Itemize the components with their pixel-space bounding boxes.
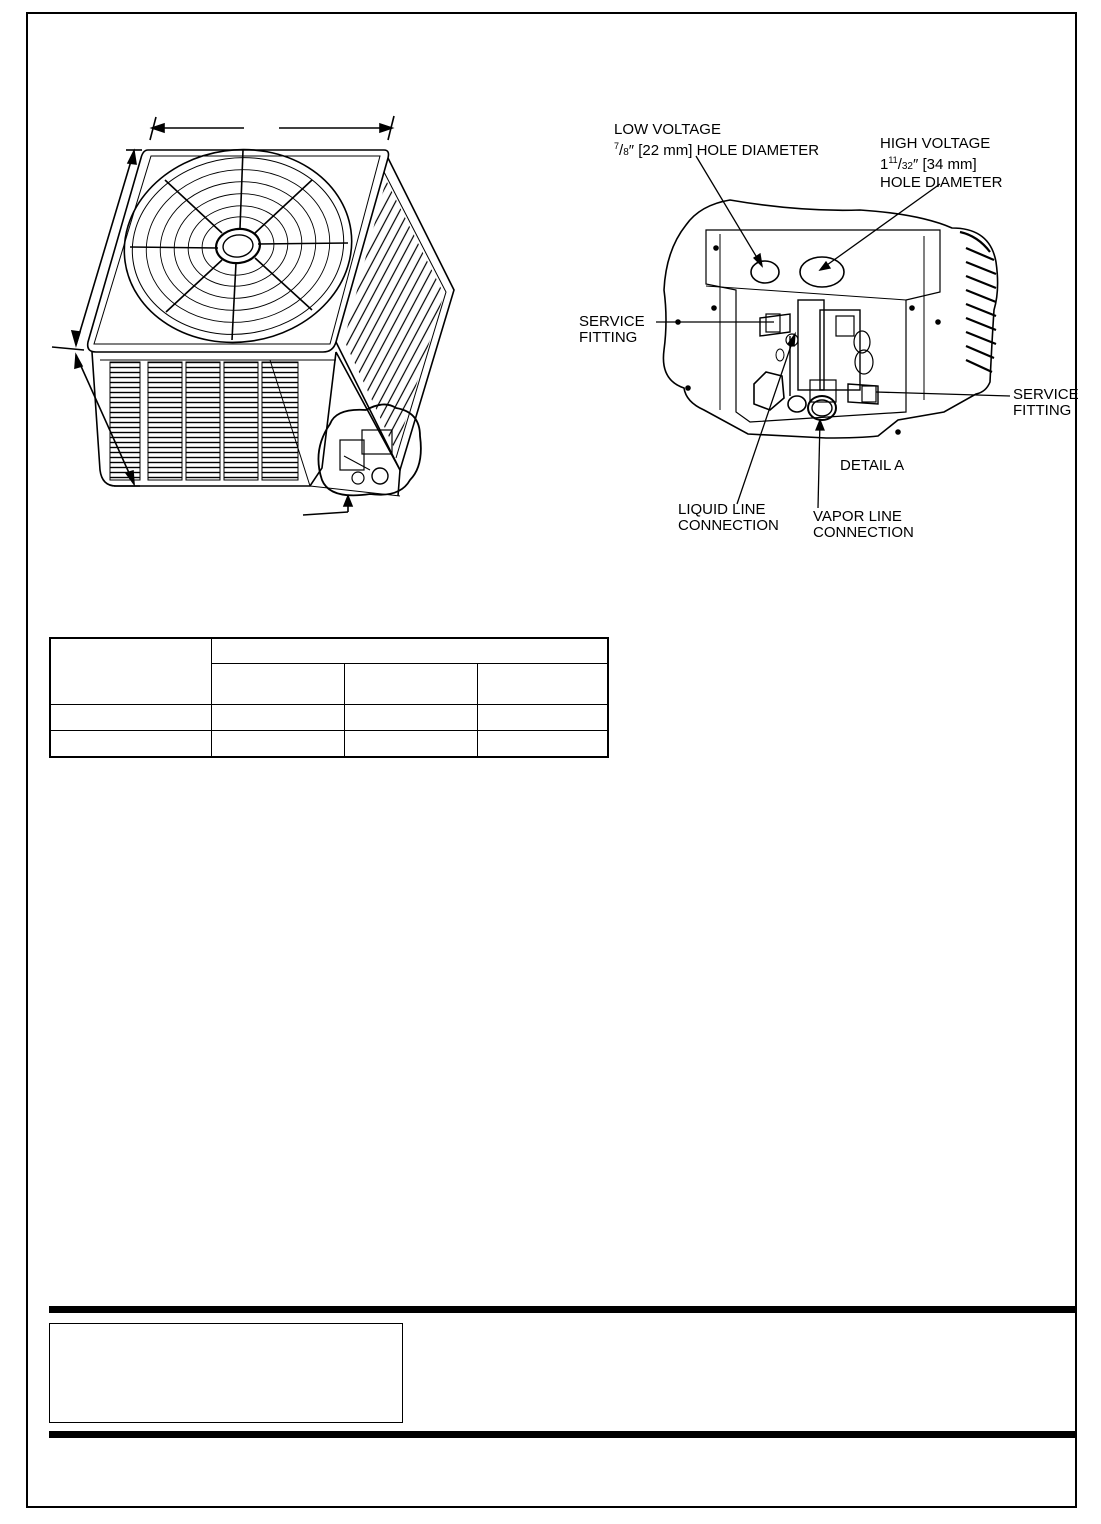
service-fitting-left-line2: FITTING [579,329,638,346]
table-row [50,705,608,731]
dimensions-table [49,637,609,758]
table-row [50,731,608,758]
low-voltage-size: $^7$/8″ [22 mm] HOLE DIAMETER [614,141,820,159]
table-cell [212,731,345,758]
footer-bottom-rule [49,1431,1076,1438]
table-cell [478,705,609,731]
high-voltage-size: $1^{11}/32''$ [34 mm] [880,155,977,173]
condenser-unit-drawing [52,116,454,515]
low-voltage-title: LOW VOLTAGE [614,121,721,138]
service-fitting-right-line1: SERVICE [1013,386,1079,403]
liquid-line-line1: LIQUID LINE [678,501,766,518]
table-header-cell [345,664,478,705]
liquid-line-line2: CONNECTION [678,517,779,534]
high-voltage-hole-diameter: HOLE DIAMETER [880,174,1003,191]
table-cell [478,731,609,758]
service-fitting-left-label [579,314,645,346]
service-fitting-left-line1: SERVICE [579,313,645,330]
table-header-cell [212,638,609,664]
vapor-line-line1: VAPOR LINE [813,508,902,525]
vapor-line-line2: CONNECTION [813,524,914,541]
table-header-row [50,638,608,664]
footer-top-rule [49,1306,1076,1313]
vapor-line-label [813,509,914,541]
liquid-line-label [678,502,779,534]
table-header-cell [50,638,212,705]
low-voltage-label [614,122,819,161]
table-cell [50,731,212,758]
service-fitting-right-line2: FITTING [1013,402,1072,419]
table-header-cell [478,664,609,705]
table-cell [345,705,478,731]
table-cell [345,731,478,758]
high-voltage-title: HIGH VOLTAGE [880,135,991,152]
high-voltage-label [880,136,1003,191]
service-fitting-right-label [1013,387,1079,419]
table-cell [50,705,212,731]
detail-a-drawing [656,156,1010,508]
table-header-cell [212,664,345,705]
table-cell [212,705,345,731]
footer-info-box [49,1323,403,1423]
detail-a-label: DETAIL A [840,457,905,474]
